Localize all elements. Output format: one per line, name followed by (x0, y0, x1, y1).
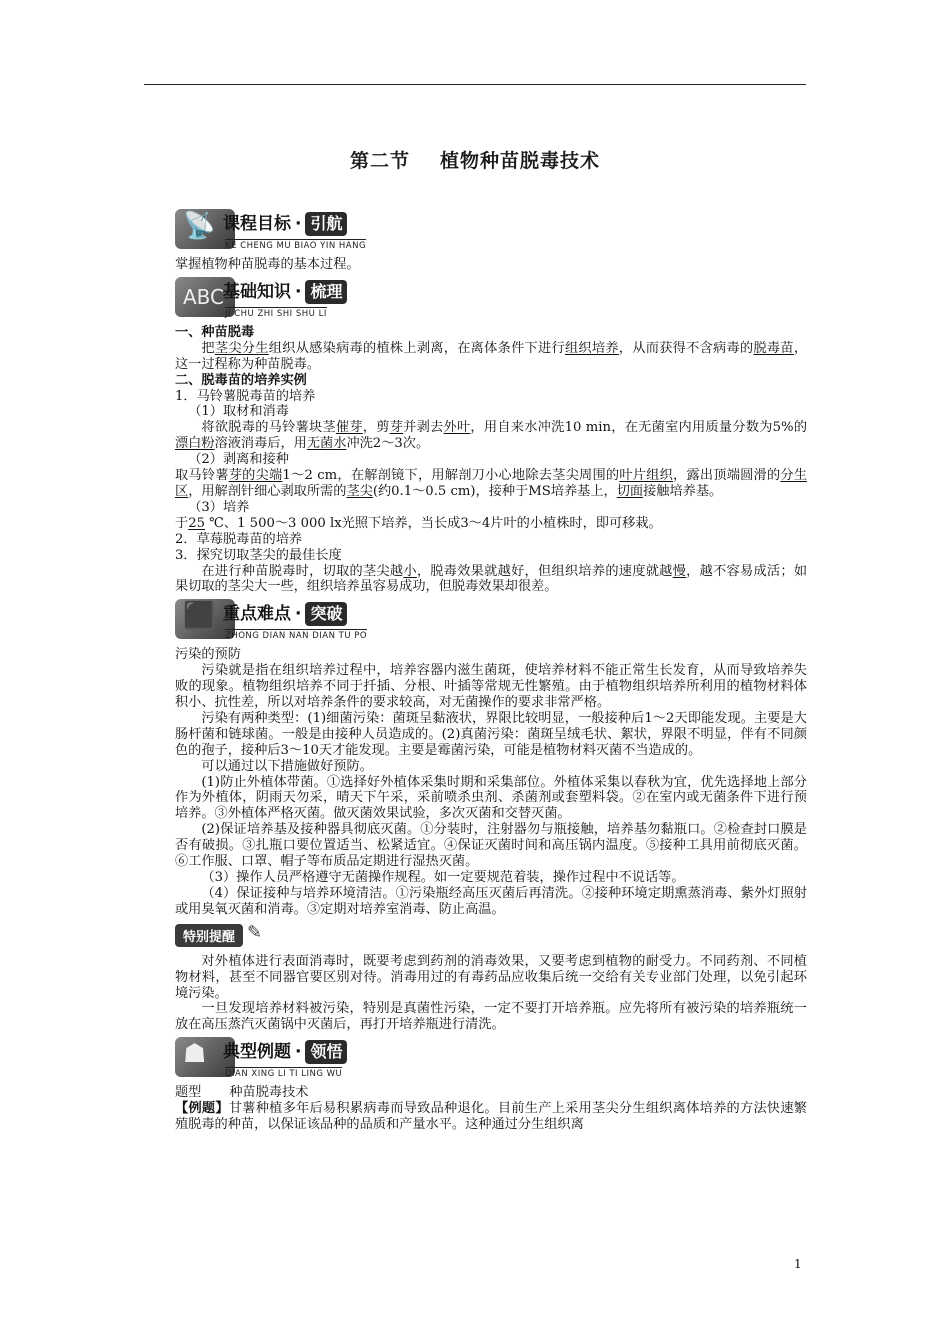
heading-2: 二、脱毒苗的培养实例 (175, 372, 307, 388)
paragraph-tip-2: 一旦发现培养材料被污染，特别是真菌性污染，一定不要打开培养瓶。应先将所有被污染的培养瓶统一放在高压蒸汽灭菌锅中灭菌后，再打开培养瓶进行清洗。 (175, 1001, 807, 1033)
step-3: （3）培养 (188, 499, 250, 515)
banner-tag: 突破 (305, 602, 347, 626)
step-1: （1）取材和消毒 (188, 404, 289, 420)
paragraph-prevention-2: (2)保证培养基及接种器具彻底灭菌。①分装时，注射器勿与瓶接触，培养基勿黏瓶口。②检查封口膜是否有破损。③扎瓶口要位置适当、松紧适宜。④保证灭菌时间和高压锅内温度。⑤接种工具用前彻底灭菌。⑥工作服、口罩、帽子等布质品定期进行湿热灭菌。 (175, 822, 807, 870)
paragraph-prevention-3: （3）操作人员严格遵守无菌操作规程。如一定要规范着装，操作过程中不说话等。 (201, 870, 685, 885)
pointer-icon: ✎ (247, 921, 263, 943)
section-title: 植物种苗脱毒技术 (440, 150, 601, 172)
banner-tag: 引航 (305, 212, 347, 236)
satellite-dish-icon: 📡 (175, 209, 235, 249)
paragraph-prevention-1: (1)防止外植体带菌。①选择好外植体采集时期和采集部位。外植体采集以春秋为宜，优先选择地上部分作为外植体，阴雨天勿采，晴天下午采，采前喷杀虫剂、杀菌剂或套塑料袋。②在室内或无菌条件下进行预培养。③外植体严格灭菌。做灭菌效果试验，多次灭菌和交替灭菌。 (175, 774, 807, 822)
cubes-icon: ⬛ (175, 599, 235, 639)
paragraph-explore: 在进行种苗脱毒时，切取的茎尖越小，脱毒效果就越好，但组织培养的速度就越慢，越不容易成活；如果切取的茎尖大一些，组织培养虽容易成功，但脱毒效果却很差。 (175, 563, 808, 595)
paragraph-step-3: 于25 ℃、1 500～3 000 lx光照下培养，当长成3～4片叶的小植株时，即可移栽。 (175, 515, 662, 531)
banner-tag: 领悟 (305, 1040, 347, 1064)
paragraph-contamination-types: 污染有两种类型：(1)细菌污染：菌斑呈黏液状，界限比较明显，一般接种后1～2天即能发现。主要是大肠杆菌和链球菌。一般是由接种人员造成的。(2)真菌污染：菌斑呈绒毛状、絮状，界限不明显，伴有不同颜色的孢子，接种后3～10天才能发现。主要是霉菌污染，可能是植物材料灭菌不当造成的。 (175, 710, 807, 758)
page-title (0, 146, 950, 173)
paragraph-step-1: 将欲脱毒的马铃薯块茎催芽，剪芽并剥去外叶，用自来水冲洗10 min，在无菌室内用质量分数为5%的漂白粉溶液消毒后，用无菌水冲洗2～3次。 (175, 420, 808, 452)
paragraph-step-2: 取马铃薯芽的尖端1～2 cm，在解剖镜下，用解剖刀小心地除去茎尖周围的叶片组织，露出顶端圆滑的分生区，用解剖针细心剥取所需的茎尖(约0.1～0.5 cm)，接种于MS培养基上，切面接触培养基。 (175, 468, 808, 499)
banner-pinyin: DIAN XING LI TI LING WU (225, 1069, 343, 1080)
paragraph-detox-def: 把茎尖分生组织从感染病毒的植株上剥离，在离体条件下进行组织培养，从而获得不含病毒的脱毒苗，这一过程称为种苗脱毒。 (175, 340, 808, 372)
question-type: 题型 种苗脱毒技术 (175, 1085, 309, 1101)
header-rule (144, 84, 806, 85)
banner-course-goals: 📡 课程目标 · 引航 KE CHENG MU BIAO YIN HANG (175, 207, 807, 255)
banner-title-text: 基础知识 (223, 281, 291, 302)
heading-1: 一、种苗脱毒 (175, 324, 255, 340)
paragraph-prevention-intro: 可以通过以下措施做好预防。 (201, 758, 373, 774)
banner-key-points: ⬛ 重点难点 · 突破 ZHONG DIAN NAN DIAN TU PO (175, 597, 807, 645)
document-body (175, 205, 807, 1133)
section-number: 第二节 (349, 150, 410, 172)
banner-pinyin: KE CHENG MU BIAO YIN HANG (225, 241, 367, 251)
subheading-potato: 1．马铃薯脱毒苗的培养 (175, 388, 316, 404)
banner-title-text: 典型例题 (223, 1042, 291, 1063)
example-question: 【例题】甘薯种植多年后易积累病毒而导致品种退化。目前生产上采用茎尖分生组织离体培养的方法快速繁殖脱毒的种苗，以保证该品种的品质和产量水平。这种通过分生组织离 (175, 1101, 807, 1133)
banner-examples: ☗ 典型例题 · 领悟 DIAN XING LI TI LING WU (175, 1035, 807, 1083)
heading-contamination: 污染的预防 (175, 647, 241, 663)
banner-pinyin: ZHONG DIAN NAN DIAN TU PO (225, 631, 368, 642)
banner-special-tip (175, 920, 807, 952)
step-2: （2）剥离和接种 (188, 452, 289, 468)
tip-label: 特别提醒 (175, 924, 243, 947)
banner-tag: 梳理 (305, 280, 347, 304)
banner-pinyin: JI CHU ZHI SHI SHU LI (225, 308, 327, 319)
banner-title-text: 重点难点 (223, 604, 291, 625)
subheading-strawberry: 2．草莓脱毒苗的培养 (175, 531, 303, 547)
abc-blocks-icon: ABC (175, 277, 235, 317)
page-number: 1 (794, 1257, 802, 1271)
paragraph-contamination-def: 污染就是指在组织培养过程中，培养容器内滋生菌斑，使培养材料不能正常生长发育，从而导致培养失败的现象。植物组织培养不同于扦插、分根、叶插等常规无性繁殖。由于植物组织培养所利用的植物材料体积小、抗性差，所以对培养条件的要求较高，对无菌操作的要求非常严格。 (175, 663, 807, 711)
paragraph-tip-1: 对外植体进行表面消毒时，既要考虑到药剂的消毒效果，又要考虑到植物的耐受力。不同药剂、不同植物材料，甚至不同器官要区别对待。消毒用过的有毒药品应收集后统一交给有关专业部门处理，以免引起环境污染。 (175, 953, 807, 1001)
subheading-explore: 3．探究切取茎尖的最佳长度 (175, 547, 342, 563)
banner-basic-knowledge: ABC 基础知识 · 梳理 JI CHU ZHI SHI SHU LI (175, 275, 807, 323)
paragraph-prevention-4: （4）保证接种与培养环境清洁。①污染瓶经高压灭菌后再清洗。②接种环境定期熏蒸消毒、紫外灯照射或用臭氧灭菌和消毒。③定期对培养室消毒、防止高温。 (175, 885, 807, 917)
banner-title-text: 课程目标 (223, 214, 291, 234)
lamp-icon: ☗ (175, 1037, 235, 1077)
goal-text: 掌握植物种苗脱毒的基本过程。 (175, 257, 360, 272)
